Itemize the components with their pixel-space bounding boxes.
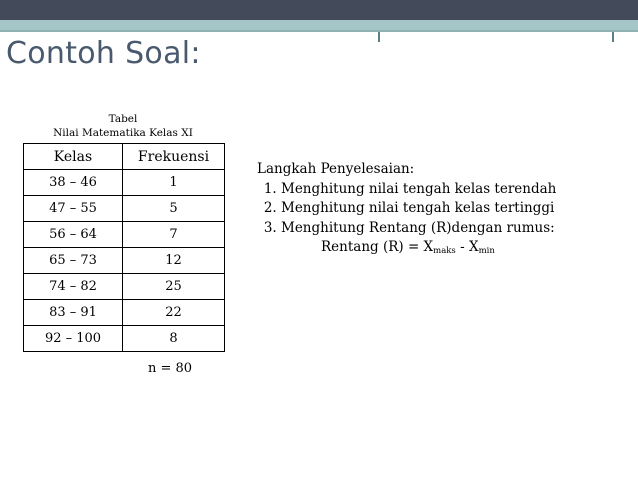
header-separator [378,32,380,42]
range-formula [257,238,556,262]
kelas-cell: 92 – 100 [24,326,123,352]
kelas-cell: 47 – 55 [24,196,123,222]
frekuensi-cell: 7 [123,222,225,248]
formula-sub-maks: maks [433,246,456,256]
step-item: 1. Menghitung nilai tengah kelas terendah [281,180,556,200]
steps-list [257,180,556,239]
table-row [24,274,225,300]
table-caption-title: Tabel [108,113,138,125]
header-bar [0,0,638,20]
table-row [24,300,225,326]
table-header-row [24,144,225,170]
frekuensi-cell: 25 [123,274,225,300]
frequency-table [23,143,225,352]
frekuensi-cell: 1 [123,170,225,196]
column-header-kelas: Kelas [24,144,123,170]
kelas-cell: 38 – 46 [24,170,123,196]
solution-steps [257,160,556,262]
table-row [24,326,225,352]
formula-minus: - X [455,239,479,255]
formula-lhs: Rentang (R) = X [321,239,434,255]
kelas-cell: 65 – 73 [24,248,123,274]
table-row [24,196,225,222]
table-row [24,222,225,248]
steps-heading: Langkah Penyelesaian: [257,161,415,177]
table-row [24,170,225,196]
total-frequency: n = 80 [148,361,193,376]
header-accent-line [0,30,638,32]
formula-sub-min: min [478,246,495,256]
step-item: 3. Menghitung Rentang (R)dengan rumus: [281,219,556,239]
table-row [24,248,225,274]
table-caption-subtitle: Nilai Matematika Kelas XI [53,127,193,139]
frekuensi-cell: 8 [123,326,225,352]
kelas-cell: 56 – 64 [24,222,123,248]
frekuensi-cell: 22 [123,300,225,326]
kelas-cell: 74 – 82 [24,274,123,300]
column-header-frekuensi: Frekuensi [123,144,225,170]
frekuensi-cell: 5 [123,196,225,222]
step-item: 2. Menghitung nilai tengah kelas tertinggi [281,199,556,219]
header-accent-bar [0,20,638,30]
header-separator [612,32,614,42]
slide-title: Contoh Soal: [6,36,201,71]
frekuensi-cell: 12 [123,248,225,274]
kelas-cell: 83 – 91 [24,300,123,326]
